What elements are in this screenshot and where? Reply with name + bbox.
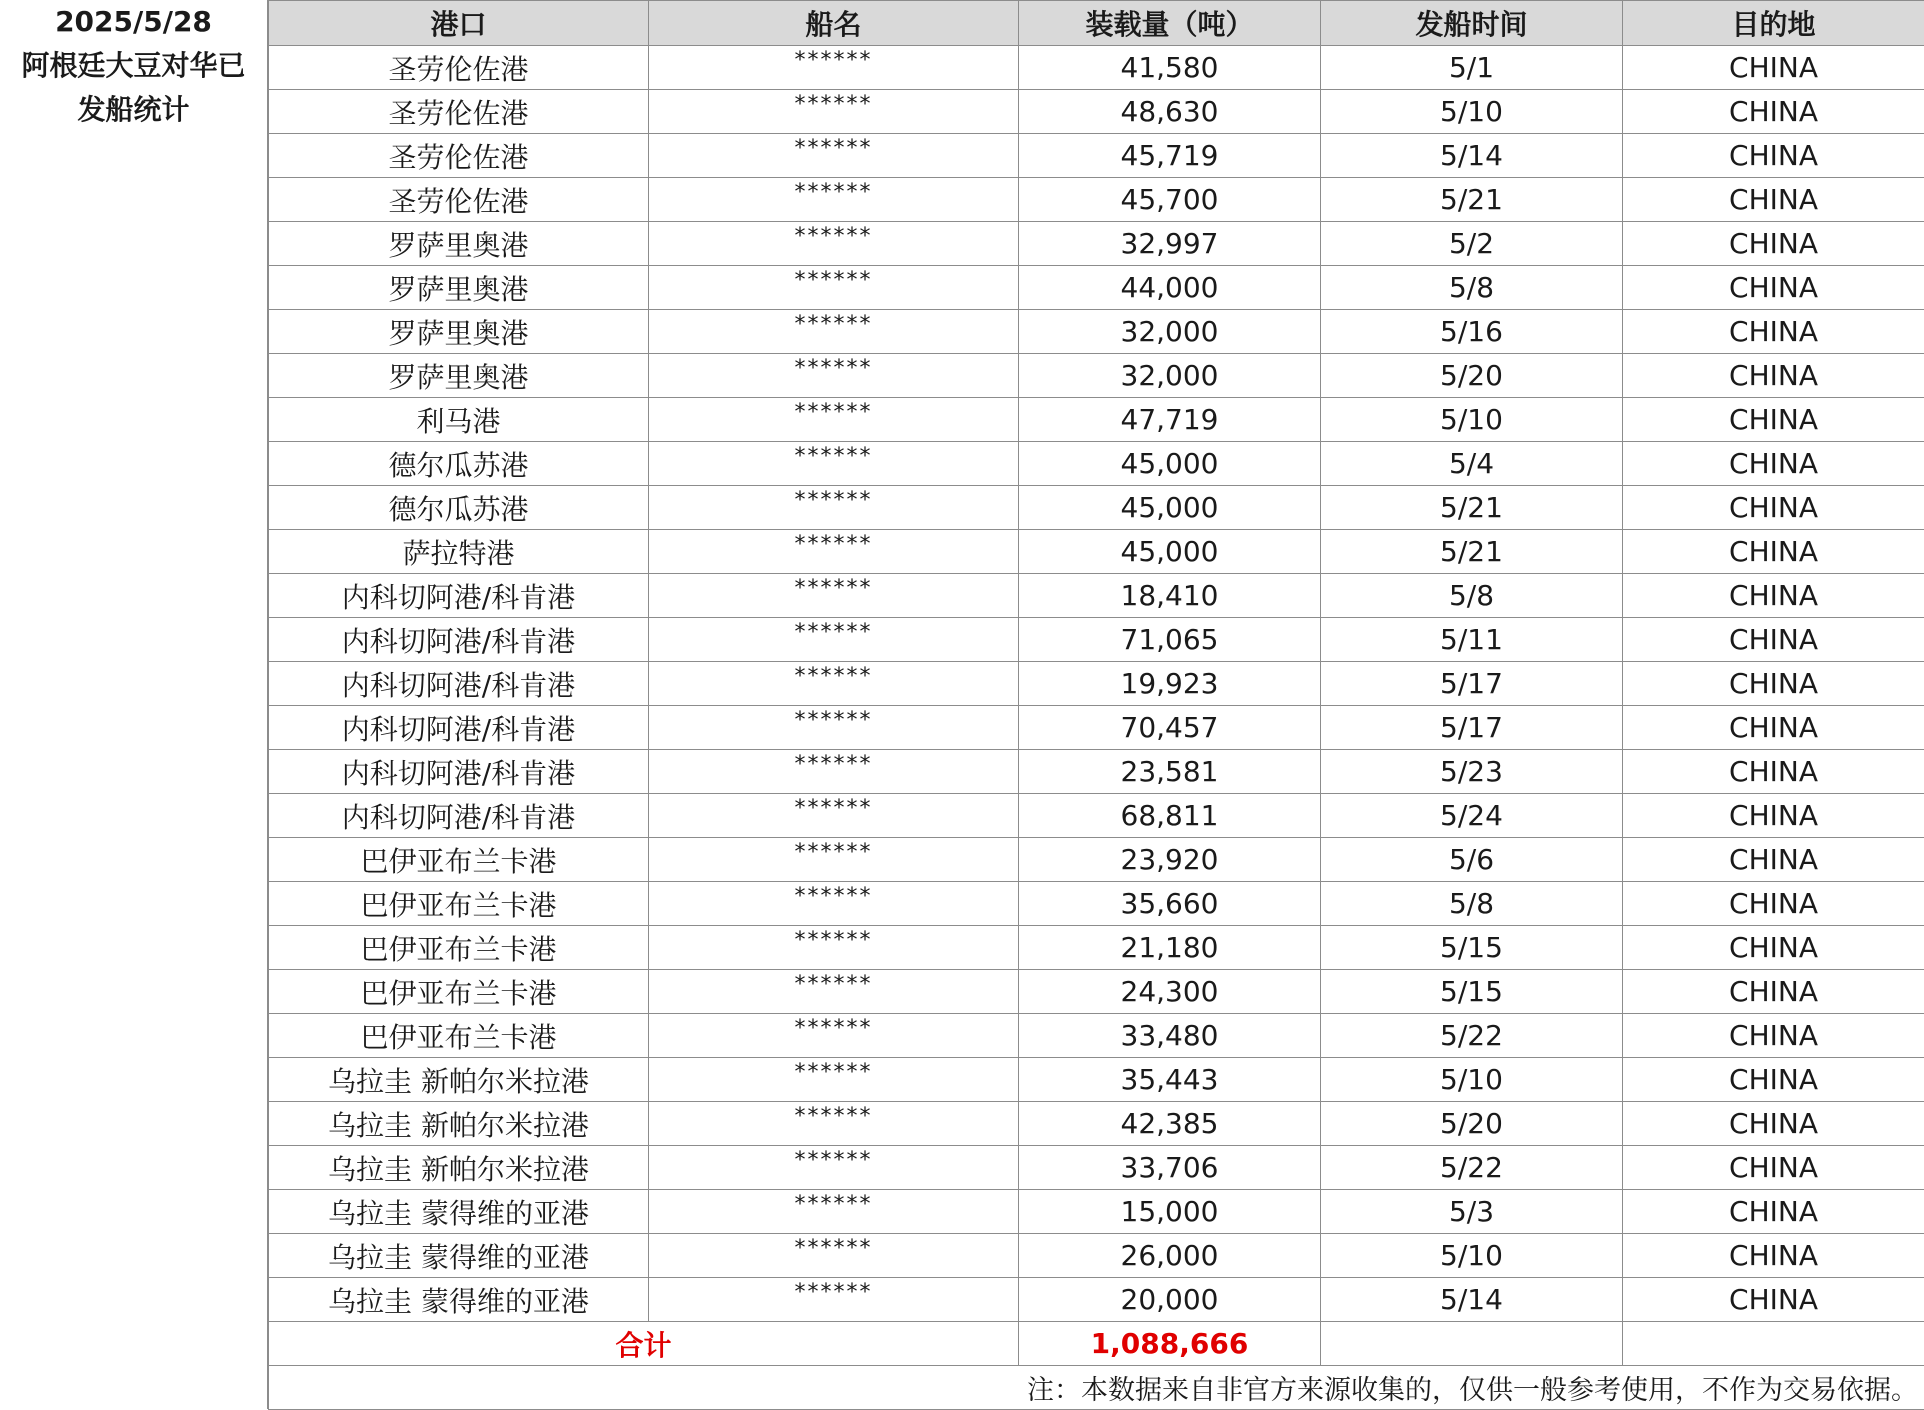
- cell-destination: CHINA: [1623, 750, 1924, 794]
- cell-destination: CHINA: [1623, 486, 1924, 530]
- cell-ship-date: 5/8: [1321, 574, 1623, 618]
- shipment-table: [268, 0, 1924, 1410]
- table-row: [269, 178, 1924, 222]
- cell-ship-name: ******: [649, 1058, 1019, 1102]
- cell-load: 45,000: [1019, 486, 1321, 530]
- table-row: [269, 222, 1924, 266]
- table-row: [269, 882, 1924, 926]
- cell-port: 内科切阿港/科肯港: [269, 618, 649, 662]
- total-label: 合计: [269, 1322, 1019, 1366]
- cell-ship-name: ******: [649, 1278, 1019, 1322]
- cell-ship-name: ******: [649, 354, 1019, 398]
- cell-port: 乌拉圭 蒙得维的亚港: [269, 1278, 649, 1322]
- cell-ship-name: ******: [649, 574, 1019, 618]
- cell-ship-date: 5/21: [1321, 486, 1623, 530]
- cell-ship-date: 5/21: [1321, 178, 1623, 222]
- cell-load: 42,385: [1019, 1102, 1321, 1146]
- cell-ship-date: 5/10: [1321, 1234, 1623, 1278]
- cell-ship-date: 5/8: [1321, 266, 1623, 310]
- cell-ship-name: ******: [649, 442, 1019, 486]
- cell-destination: CHINA: [1623, 574, 1924, 618]
- cell-port: 德尔瓜苏港: [269, 442, 649, 486]
- table-body: [269, 46, 1924, 1322]
- cell-destination: CHINA: [1623, 442, 1924, 486]
- cell-load: 41,580: [1019, 46, 1321, 90]
- title-line-1: 阿根廷大豆对华已: [0, 44, 267, 88]
- table-row: [269, 662, 1924, 706]
- cell-port: 乌拉圭 新帕尔米拉港: [269, 1146, 649, 1190]
- cell-ship-name: ******: [649, 882, 1019, 926]
- cell-port: 巴伊亚布兰卡港: [269, 926, 649, 970]
- cell-port: 内科切阿港/科肯港: [269, 662, 649, 706]
- table-row: [269, 1014, 1924, 1058]
- cell-load: 35,443: [1019, 1058, 1321, 1102]
- cell-port: 巴伊亚布兰卡港: [269, 838, 649, 882]
- cell-port: 罗萨里奥港: [269, 266, 649, 310]
- cell-destination: CHINA: [1623, 1190, 1924, 1234]
- cell-destination: CHINA: [1623, 1278, 1924, 1322]
- table-row: [269, 1102, 1924, 1146]
- cell-ship-name: ******: [649, 1234, 1019, 1278]
- cell-load: 32,000: [1019, 354, 1321, 398]
- cell-ship-name: ******: [649, 618, 1019, 662]
- cell-load: 71,065: [1019, 618, 1321, 662]
- cell-ship-date: 5/16: [1321, 310, 1623, 354]
- cell-destination: CHINA: [1623, 134, 1924, 178]
- cell-ship-name: ******: [649, 46, 1019, 90]
- table-row: [269, 442, 1924, 486]
- cell-port: 内科切阿港/科肯港: [269, 750, 649, 794]
- cell-ship-name: ******: [649, 750, 1019, 794]
- cell-load: 23,920: [1019, 838, 1321, 882]
- cell-ship-date: 5/23: [1321, 750, 1623, 794]
- cell-port: 圣劳伦佐港: [269, 46, 649, 90]
- cell-ship-date: 5/1: [1321, 46, 1623, 90]
- cell-ship-date: 5/3: [1321, 1190, 1623, 1234]
- table-row: [269, 970, 1924, 1014]
- cell-destination: CHINA: [1623, 530, 1924, 574]
- header-ship: 船名: [649, 1, 1019, 46]
- table-row: [269, 794, 1924, 838]
- cell-ship-date: 5/14: [1321, 134, 1623, 178]
- table-row: [269, 706, 1924, 750]
- cell-ship-date: 5/2: [1321, 222, 1623, 266]
- cell-port: 罗萨里奥港: [269, 222, 649, 266]
- cell-port: 利马港: [269, 398, 649, 442]
- table-row: [269, 1278, 1924, 1322]
- table-row: [269, 310, 1924, 354]
- cell-ship-name: ******: [649, 398, 1019, 442]
- cell-ship-date: 5/10: [1321, 90, 1623, 134]
- table-row: [269, 574, 1924, 618]
- cell-destination: CHINA: [1623, 266, 1924, 310]
- cell-ship-date: 5/20: [1321, 1102, 1623, 1146]
- cell-port: 圣劳伦佐港: [269, 90, 649, 134]
- table-row: [269, 1058, 1924, 1102]
- sheet-title-block: [0, 0, 268, 1409]
- note-row: [269, 1366, 1924, 1410]
- cell-port: 乌拉圭 新帕尔米拉港: [269, 1102, 649, 1146]
- total-value: 1,088,666: [1019, 1322, 1321, 1366]
- cell-destination: CHINA: [1623, 794, 1924, 838]
- cell-destination: CHINA: [1623, 310, 1924, 354]
- cell-load: 45,000: [1019, 530, 1321, 574]
- cell-ship-date: 5/17: [1321, 662, 1623, 706]
- cell-port: 萨拉特港: [269, 530, 649, 574]
- cell-ship-date: 5/6: [1321, 838, 1623, 882]
- cell-port: 圣劳伦佐港: [269, 134, 649, 178]
- cell-load: 26,000: [1019, 1234, 1321, 1278]
- table-row: [269, 750, 1924, 794]
- table-row: [269, 266, 1924, 310]
- cell-ship-name: ******: [649, 838, 1019, 882]
- cell-ship-name: ******: [649, 178, 1019, 222]
- cell-load: 21,180: [1019, 926, 1321, 970]
- total-row: [269, 1322, 1924, 1366]
- table-row: [269, 618, 1924, 662]
- cell-load: 32,997: [1019, 222, 1321, 266]
- cell-destination: CHINA: [1623, 618, 1924, 662]
- title-line-2: 发船统计: [0, 88, 267, 132]
- cell-destination: CHINA: [1623, 882, 1924, 926]
- cell-destination: CHINA: [1623, 222, 1924, 266]
- cell-port: 巴伊亚布兰卡港: [269, 882, 649, 926]
- cell-ship-name: ******: [649, 1190, 1019, 1234]
- table-row: [269, 1190, 1924, 1234]
- cell-ship-date: 5/20: [1321, 354, 1623, 398]
- cell-ship-name: ******: [649, 970, 1019, 1014]
- cell-load: 48,630: [1019, 90, 1321, 134]
- table-row: [269, 926, 1924, 970]
- cell-ship-name: ******: [649, 222, 1019, 266]
- cell-destination: CHINA: [1623, 838, 1924, 882]
- cell-ship-name: ******: [649, 1014, 1019, 1058]
- cell-load: 32,000: [1019, 310, 1321, 354]
- table-row: [269, 398, 1924, 442]
- table-row: [269, 46, 1924, 90]
- cell-load: 18,410: [1019, 574, 1321, 618]
- table-row: [269, 1146, 1924, 1190]
- cell-destination: CHINA: [1623, 1234, 1924, 1278]
- cell-ship-name: ******: [649, 310, 1019, 354]
- cell-load: 45,700: [1019, 178, 1321, 222]
- cell-load: 23,581: [1019, 750, 1321, 794]
- table-row: [269, 838, 1924, 882]
- cell-load: 44,000: [1019, 266, 1321, 310]
- cell-ship-name: ******: [649, 486, 1019, 530]
- cell-ship-date: 5/10: [1321, 398, 1623, 442]
- table-row: [269, 134, 1924, 178]
- cell-ship-date: 5/4: [1321, 442, 1623, 486]
- cell-ship-name: ******: [649, 266, 1019, 310]
- header-load: 装载量（吨）: [1019, 1, 1321, 46]
- total-empty-dest: [1623, 1322, 1924, 1366]
- cell-port: 内科切阿港/科肯港: [269, 794, 649, 838]
- cell-load: 19,923: [1019, 662, 1321, 706]
- cell-ship-name: ******: [649, 134, 1019, 178]
- cell-destination: CHINA: [1623, 398, 1924, 442]
- cell-destination: CHINA: [1623, 1102, 1924, 1146]
- cell-ship-name: ******: [649, 706, 1019, 750]
- cell-port: 内科切阿港/科肯港: [269, 706, 649, 750]
- cell-destination: CHINA: [1623, 1146, 1924, 1190]
- cell-load: 45,719: [1019, 134, 1321, 178]
- cell-destination: CHINA: [1623, 1014, 1924, 1058]
- cell-destination: CHINA: [1623, 354, 1924, 398]
- cell-destination: CHINA: [1623, 90, 1924, 134]
- cell-destination: CHINA: [1623, 178, 1924, 222]
- cell-ship-date: 5/11: [1321, 618, 1623, 662]
- cell-destination: CHINA: [1623, 662, 1924, 706]
- disclaimer-note: 注：本数据来自非官方来源收集的，仅供一般参考使用，不作为交易依据。: [269, 1366, 1924, 1410]
- total-empty-date: [1321, 1322, 1623, 1366]
- cell-load: 33,480: [1019, 1014, 1321, 1058]
- cell-port: 罗萨里奥港: [269, 354, 649, 398]
- table-row: [269, 1234, 1924, 1278]
- cell-ship-date: 5/24: [1321, 794, 1623, 838]
- title-date: 2025/5/28: [0, 0, 267, 44]
- cell-ship-date: 5/8: [1321, 882, 1623, 926]
- cell-load: 33,706: [1019, 1146, 1321, 1190]
- cell-load: 47,719: [1019, 398, 1321, 442]
- cell-port: 内科切阿港/科肯港: [269, 574, 649, 618]
- table-row: [269, 90, 1924, 134]
- cell-port: 罗萨里奥港: [269, 310, 649, 354]
- cell-port: 乌拉圭 蒙得维的亚港: [269, 1234, 649, 1278]
- cell-ship-name: ******: [649, 662, 1019, 706]
- cell-destination: CHINA: [1623, 46, 1924, 90]
- header-row: [269, 1, 1924, 46]
- header-date: 发船时间: [1321, 1, 1623, 46]
- cell-port: 巴伊亚布兰卡港: [269, 970, 649, 1014]
- cell-ship-date: 5/21: [1321, 530, 1623, 574]
- cell-port: 巴伊亚布兰卡港: [269, 1014, 649, 1058]
- cell-ship-name: ******: [649, 530, 1019, 574]
- cell-load: 68,811: [1019, 794, 1321, 838]
- cell-destination: CHINA: [1623, 970, 1924, 1014]
- table-row: [269, 530, 1924, 574]
- cell-ship-date: 5/15: [1321, 970, 1623, 1014]
- cell-load: 70,457: [1019, 706, 1321, 750]
- cell-ship-name: ******: [649, 90, 1019, 134]
- cell-destination: CHINA: [1623, 706, 1924, 750]
- cell-ship-date: 5/22: [1321, 1146, 1623, 1190]
- cell-ship-date: 5/22: [1321, 1014, 1623, 1058]
- cell-ship-date: 5/15: [1321, 926, 1623, 970]
- cell-load: 45,000: [1019, 442, 1321, 486]
- table-row: [269, 486, 1924, 530]
- cell-load: 20,000: [1019, 1278, 1321, 1322]
- cell-ship-name: ******: [649, 794, 1019, 838]
- cell-ship-name: ******: [649, 1102, 1019, 1146]
- cell-port: 圣劳伦佐港: [269, 178, 649, 222]
- cell-load: 24,300: [1019, 970, 1321, 1014]
- cell-port: 乌拉圭 新帕尔米拉港: [269, 1058, 649, 1102]
- cell-port: 德尔瓜苏港: [269, 486, 649, 530]
- cell-ship-date: 5/14: [1321, 1278, 1623, 1322]
- header-port: 港口: [269, 1, 649, 46]
- cell-destination: CHINA: [1623, 1058, 1924, 1102]
- header-dest: 目的地: [1623, 1, 1924, 46]
- cell-destination: CHINA: [1623, 926, 1924, 970]
- cell-load: 35,660: [1019, 882, 1321, 926]
- table-row: [269, 354, 1924, 398]
- cell-ship-name: ******: [649, 926, 1019, 970]
- cell-load: 15,000: [1019, 1190, 1321, 1234]
- cell-ship-date: 5/10: [1321, 1058, 1623, 1102]
- cell-port: 乌拉圭 蒙得维的亚港: [269, 1190, 649, 1234]
- cell-ship-name: ******: [649, 1146, 1019, 1190]
- cell-ship-date: 5/17: [1321, 706, 1623, 750]
